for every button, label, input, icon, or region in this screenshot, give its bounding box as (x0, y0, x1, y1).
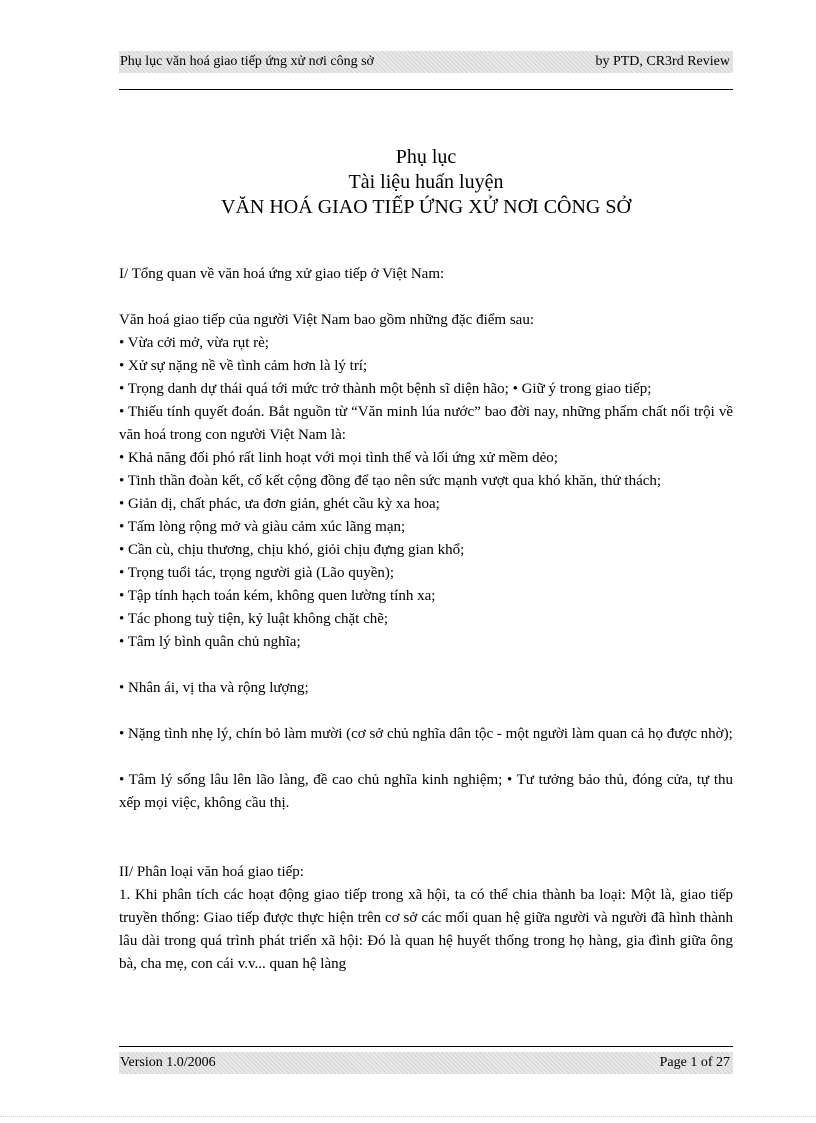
list-item: • Trọng tuổi tác, trọng người già (Lão quyền); (119, 565, 395, 581)
header-right-text: by PTD, CR3rd Review (595, 54, 730, 69)
page-header (119, 51, 733, 73)
list-item: • Tấm lòng rộng mở và giàu cảm xúc lãng mạn; (119, 519, 406, 535)
list-item: • Cần cù, chịu thương, chịu khó, giỏi chịu đựng gian khổ; (119, 542, 465, 558)
title-line-1: Phụ lục (395, 146, 457, 168)
title-line-3: VĂN HOÁ GIAO TIẾP ỨNG XỬ NƠI CÔNG SỞ (221, 196, 631, 218)
header-divider (119, 89, 733, 90)
list-item-nang-tinh: • Nặng tình nhẹ lý, chín bỏ làm mười (cơ sở chủ nghĩa dân tộc - một người làm quan cả họ được nhờ); (119, 726, 733, 742)
list-item: • Trọng danh dự thái quá tới mức trở thành một bệnh sĩ diện hão; • Giữ ý trong giao tiếp; (119, 381, 652, 397)
section-2-paragraph: 1. Khi phân tích các hoạt động giao tiếp trong xã hội, ta có thể chia thành ba loại: Một là, giao tiếp truyền thống: Giao tiếp được thực hiện trên cơ sở các mối quan hệ giữa người và người đã hình thành lâu dài trong quá trình phát triển xã hội: Đó là quan hệ huyết thống trong họ hàng, gia đình giữa ông bà, cha mẹ, con cái v.v... quan hệ làng (119, 887, 733, 972)
list-item: • Thiếu tính quyết đoán. Bắt nguồn từ “Văn minh lúa nước” bao đời nay, những phẩm chất nổi trội về văn hoá trong con người Việt Nam là: (119, 404, 733, 443)
list-item-tam-ly: • Tâm lý sống lâu lên lão làng, đề cao chủ nghĩa kinh nghiệm; • Tư tưởng bảo thủ, đóng cửa, tự thu xếp mọi việc, không cầu thị. (119, 772, 733, 811)
list-item: • Tập tính hạch toán kém, không quen lường tính xa; (119, 588, 436, 604)
section-2-heading: II/ Phân loại văn hoá giao tiếp: (119, 864, 304, 880)
list-item: • Vừa cởi mở, vừa rụt rè; (119, 335, 269, 351)
list-item: • Tinh thần đoàn kết, cố kết cộng đồng để tạo nên sức mạnh vượt qua khó khăn, thử thách; (119, 473, 662, 489)
footer-version: Version 1.0/2006 (120, 1055, 216, 1070)
document-title (119, 145, 733, 220)
list-item: • Tâm lý bình quân chủ nghĩa; (119, 634, 301, 650)
list-item: • Khả năng đối phó rất linh hoạt với mọi tình thế và lối ứng xử mềm dẻo; (119, 450, 558, 466)
list-item: • Tác phong tuỳ tiện, kỷ luật không chặt chẽ; (119, 611, 389, 627)
section-1-heading: I/ Tổng quan về văn hoá ứng xử giao tiếp ở Việt Nam: (119, 266, 445, 282)
page-footer (119, 1052, 733, 1074)
list-item-nhan-ai: • Nhân ái, vị tha và rộng lượng; (119, 680, 309, 696)
list-item: • Giản dị, chất phác, ưa đơn giản, ghét cầu kỳ xa hoa; (119, 496, 440, 512)
list-item: • Xử sự nặng nề về tình cảm hơn là lý trí; (119, 358, 368, 374)
document-body (119, 263, 733, 976)
title-line-2: Tài liệu huấn luyện (348, 171, 504, 193)
footer-divider (119, 1046, 733, 1047)
section-1-intro: Văn hoá giao tiếp của người Việt Nam bao gồm những đặc điểm sau: (119, 312, 534, 328)
page-edge (0, 1116, 816, 1118)
footer-page-number: Page 1 of 27 (659, 1055, 730, 1070)
header-left-text: Phụ lục văn hoá giao tiếp ứng xử nơi công sở (120, 54, 374, 69)
